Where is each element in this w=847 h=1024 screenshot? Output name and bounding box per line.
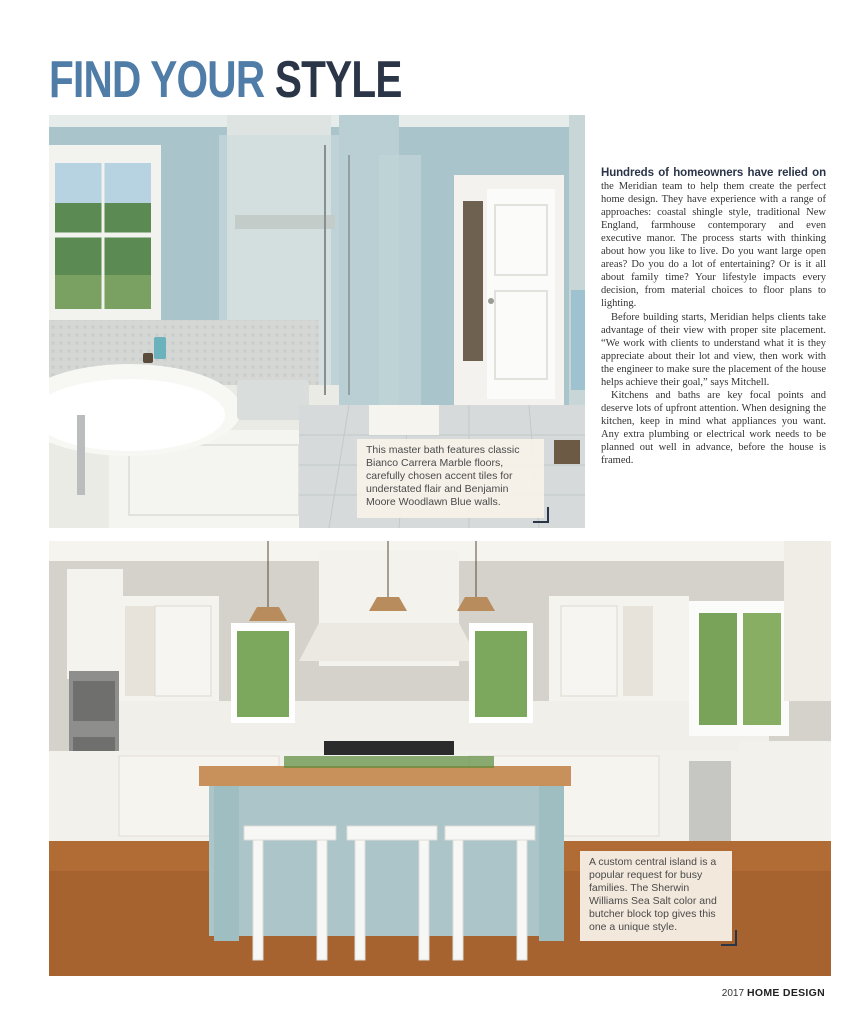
article-paragraph-1-text: the Meridian team to help them create the perfect home design. They have experience with a range of approaches: coastal shingle style, traditional New England, farmhouse contemporary and even executive manor. The process starts with thinking about how you like to live. Do you want large open areas? Do you do a lot of entertaining? Or is it all about family time? Your lifestyle impacts every decision, from material choices to floor plans to lighting. bbox=[601, 181, 826, 310]
footer-year: 2017 bbox=[721, 988, 745, 999]
bathroom-caption-text: This master bath features classic Bianco Carrera Marble floors, carefully chosen accent tiles for understated flair and Benjamin Moore Woodlawn Blue walls. bbox=[366, 444, 520, 508]
page-footer bbox=[722, 987, 825, 999]
article-paragraph-2: Before building starts, Meridian helps clients take advantage of their view with proper site placement. “We work with clients to understand what it is they appreciate about their lot and view, then work with the engineer to make sure the placement of the house helps achieve their goal,” says Mitchell. bbox=[601, 311, 826, 388]
article-body bbox=[601, 167, 826, 467]
bathroom-caption bbox=[357, 439, 544, 518]
article-paragraph-1 bbox=[601, 167, 826, 311]
footer-brand: HOME DESIGN bbox=[747, 987, 825, 999]
caption-corner-accent bbox=[721, 930, 737, 946]
page-title bbox=[49, 52, 402, 108]
caption-corner-accent bbox=[533, 507, 549, 523]
title-part-1: FIND YOUR bbox=[49, 51, 275, 109]
article-lead-in: Hundreds of homeowners have relied on bbox=[601, 167, 826, 179]
article-paragraph-3: Kitchens and baths are key focal points and deserve lots of upfront attention. When designing the kitchen, keep in mind what appliances you want. Any extra plumbing or electrical work needs to be planned out well in advance, before the house is framed. bbox=[601, 389, 826, 467]
kitchen-caption-text: A custom central island is a popular request for busy families. The Sherwin Williams Sea Salt color and butcher block top gives this one a unique style. bbox=[589, 856, 717, 933]
title-part-2: STYLE bbox=[274, 51, 402, 109]
kitchen-caption bbox=[580, 851, 732, 941]
